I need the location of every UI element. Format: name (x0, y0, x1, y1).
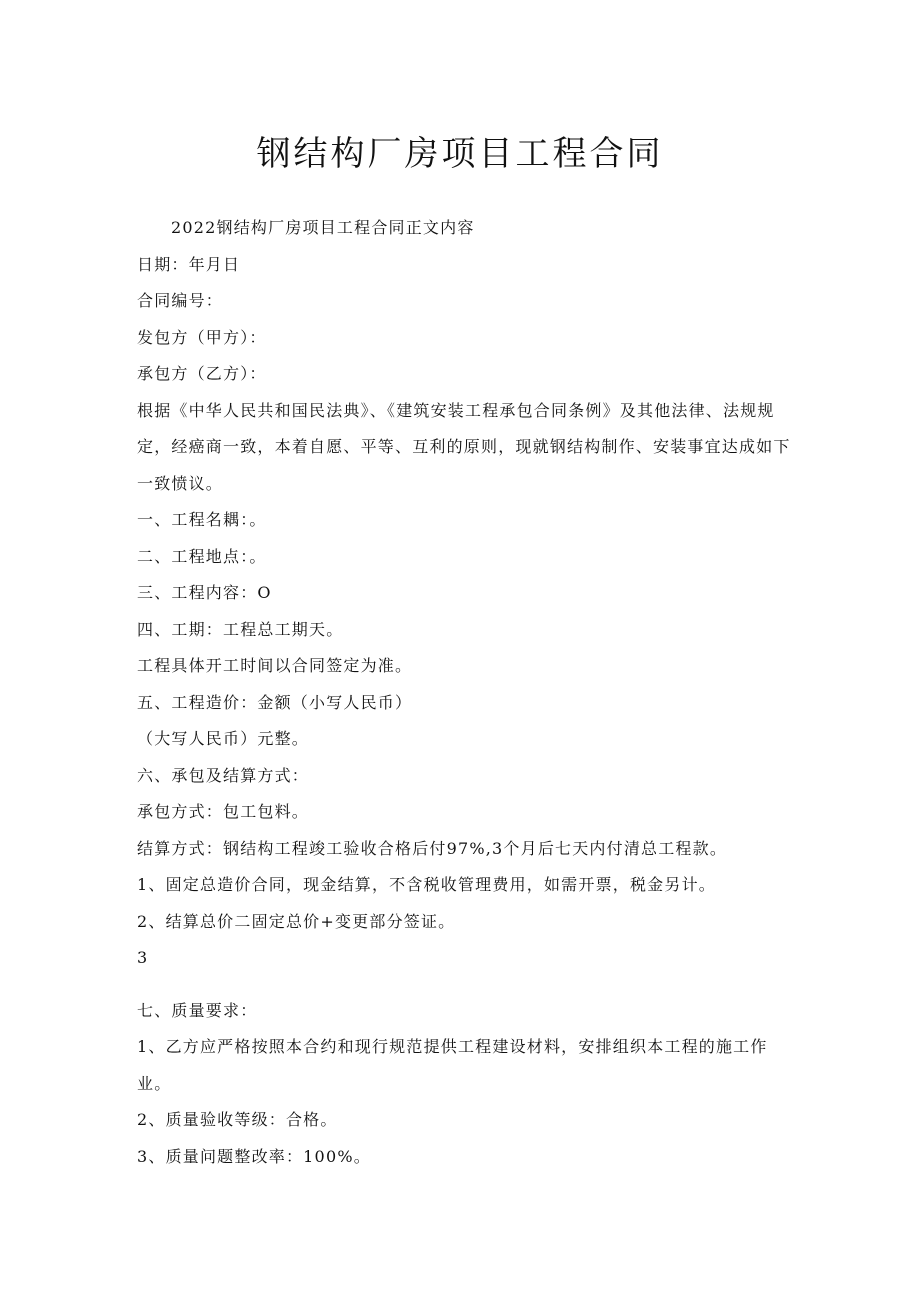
section-cost: 五、工程造价：金额（小写人民币） (137, 692, 413, 712)
subtitle-line: 2022钢结构厂房项目工程合同正文内容 (171, 218, 475, 237)
quality-item-3: 3、质量问题整改率：100%。 (137, 1146, 371, 1166)
party-a-line: 发包方（甲方）： (137, 327, 267, 347)
section-project-name: 一、工程名耦：。 (137, 510, 267, 529)
preamble-line-1: 根据《中华人民共和国民法典》、《建筑安装工程承包合同条例》及其他法律、法规规 (137, 400, 775, 420)
contract-method: 承包方式：包工包料。 (137, 802, 310, 821)
cost-capital: （大写人民币）元整。 (137, 729, 310, 748)
document-body (137, 210, 791, 1175)
duration-note: 工程具体开工时间以合同签定为准。 (137, 656, 413, 675)
settlement-item-2: 2、结算总价二固定总价+变更部分签证。 (137, 911, 456, 931)
contract-number-line: 合同编号： (137, 291, 224, 310)
settlement-item-1: 1、固定总造价合同，现金结算，不含税收管理费用，如需开票，税金另计。 (137, 875, 716, 894)
document-title: 钢结构厂房项目工程合同 (256, 134, 664, 174)
settlement-method: 结算方式：钢结构工程竣工验收合格后付97%,3个月后七天内付清总工程款。 (137, 838, 728, 858)
party-b-line: 承包方（乙方）： (137, 364, 267, 383)
section-project-location: 二、工程地点：。 (137, 546, 267, 566)
section-project-content: 三、工程内容：O (137, 583, 272, 602)
preamble-line-3: 一致愤议。 (137, 473, 224, 493)
date-line: 日期：年月日 (137, 254, 241, 274)
quality-item-1-line-1: 1、乙方应严格按照本合约和现行规范提供工程建设材料，安排组织本工程的施工作 (137, 1037, 768, 1056)
preamble-line-2: 定，经癌商一致，本着自愿、平等、互利的原则，现就钢结构制作、安装事宜达成如下 (137, 437, 791, 456)
section-settlement: 六、承包及结算方式： (137, 765, 310, 785)
section-duration: 四、工期：工程总工期天。 (137, 619, 344, 639)
quality-item-1-line-2: 业。 (137, 1073, 172, 1093)
settlement-item-3: 3 (137, 948, 149, 967)
quality-item-2: 2、质量验收等级：合格。 (137, 1110, 338, 1129)
section-quality: 七、质量要求： (137, 1000, 258, 1020)
